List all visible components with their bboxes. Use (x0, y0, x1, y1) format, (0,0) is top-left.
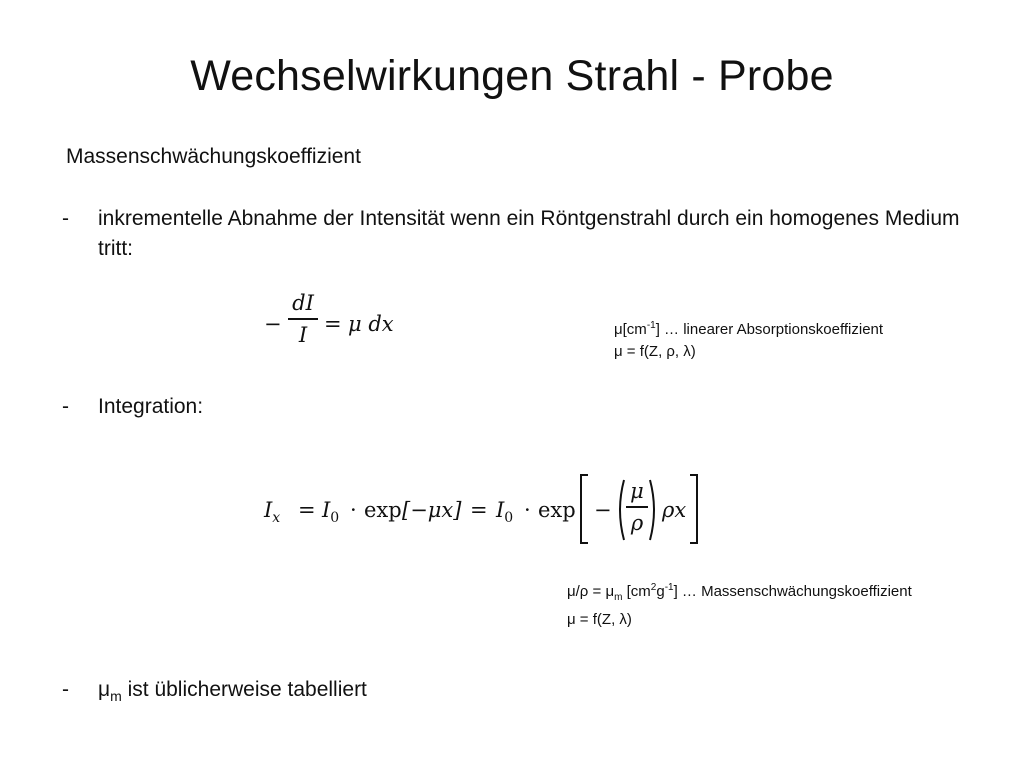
attenuation-law (264, 472, 714, 548)
subscript: m (110, 688, 122, 705)
annotation-line: μ = f(Z, λ) (567, 611, 632, 628)
bullet-text: Integration: (98, 395, 204, 418)
mu-symbol: μ (98, 678, 111, 701)
bullet-item (62, 204, 1002, 264)
slide-title: Wechselwirkungen Strahl - Probe (190, 52, 834, 100)
symbol: I (322, 498, 331, 522)
symbol: I (264, 498, 273, 522)
note-subscript: m (614, 592, 623, 603)
subscript: x (272, 510, 281, 527)
exp-argument: [−μx] (402, 498, 462, 522)
intensity-0 (496, 498, 513, 526)
dot-operator: · (524, 498, 531, 522)
rho-x: ρx (662, 498, 687, 522)
note-text: [cm (622, 583, 651, 600)
note-text: μ[cm (614, 321, 647, 338)
fraction-bar (288, 318, 318, 320)
intensity-x (264, 498, 280, 526)
intensity-0 (322, 498, 339, 526)
fraction-bar (626, 506, 648, 508)
note-superscript: 2 (650, 582, 657, 593)
exp-function: exp (538, 498, 576, 522)
equals-sign: = (298, 498, 316, 522)
minus-sign: − (594, 498, 612, 522)
dot-operator: · (350, 498, 357, 522)
symbol: I (496, 498, 505, 522)
left-paren-icon (614, 478, 626, 542)
bullet-dash: - (62, 678, 69, 701)
left-bracket-icon (578, 474, 590, 544)
note-text: ] … linearer Absorptionskoeffizient (655, 321, 884, 338)
fraction-denominator: I (298, 322, 308, 347)
annotation-line (567, 577, 912, 609)
fraction-denominator: ρ (630, 510, 644, 535)
fraction-numerator: μ (630, 479, 644, 503)
right-bracket-icon (688, 474, 700, 544)
fraction-numerator: dI (292, 291, 314, 315)
bullet-text (98, 675, 998, 711)
note-text: g (656, 583, 665, 600)
fraction (626, 478, 648, 536)
exp-function: exp (364, 498, 402, 522)
annotation-mass-attenuation (567, 577, 912, 631)
bullet-text-rest: ist üblicherweise tabelliert (121, 678, 367, 701)
equals-sign: = (470, 498, 488, 522)
minus-sign: − (264, 312, 282, 336)
note-superscript: -1 (664, 582, 674, 593)
equals-sign: = (324, 312, 342, 336)
note-superscript: -1 (646, 320, 656, 331)
fraction (288, 290, 318, 348)
annotation-linear-absorption (614, 315, 883, 363)
annotation-line (614, 315, 883, 341)
subscript: 0 (504, 510, 514, 527)
section-heading: Massenschwächungskoeffizient (66, 145, 361, 168)
bullet-item (62, 392, 462, 422)
bullet-text: inkrementelle Abnahme der Intensität wenn ein Röntgenstrahl durch ein homogenes Medium tritt: (98, 207, 960, 260)
bullet-dash: - (62, 395, 69, 418)
bullet-item (62, 675, 482, 707)
note-text: ] … Massenschwächungskoeffizient (673, 583, 912, 600)
annotation-line: μ = f(Z, ρ, λ) (614, 343, 696, 360)
subscript: 0 (330, 510, 340, 527)
formula-rhs: μ dx (348, 312, 394, 336)
note-text: μ/ρ = μ (567, 583, 615, 600)
right-paren-icon (648, 478, 660, 542)
bullet-dash: - (62, 207, 69, 230)
